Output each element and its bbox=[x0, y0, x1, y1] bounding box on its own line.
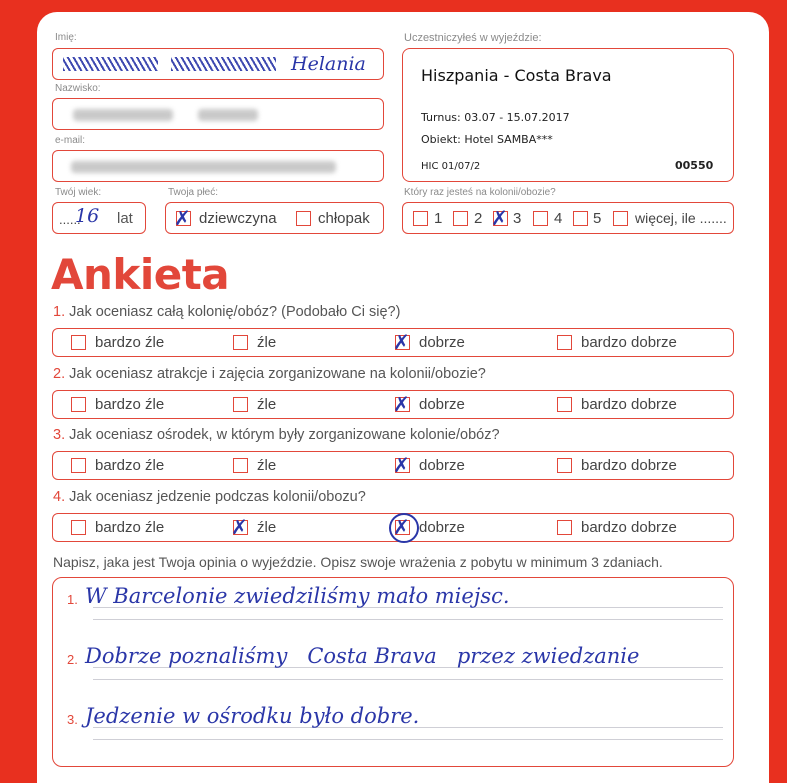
answer-label: bardzo dobrze bbox=[581, 334, 677, 351]
answer-checkbox[interactable] bbox=[71, 335, 86, 350]
answer-checkbox[interactable] bbox=[393, 515, 410, 539]
times-option-4: 4 bbox=[554, 210, 563, 227]
gender-option-girl: dziewczyna bbox=[199, 210, 277, 227]
trip-code: HIC 01/07/2 bbox=[421, 161, 481, 172]
answer-checkbox[interactable] bbox=[557, 397, 572, 412]
checkmark-x-icon: ✗ bbox=[393, 453, 410, 477]
opinion-text: Jedzenie w ośrodku było dobre. bbox=[85, 704, 420, 728]
ruled-line bbox=[93, 739, 723, 740]
answer-checkbox[interactable] bbox=[393, 392, 410, 416]
answer-checkbox[interactable] bbox=[233, 458, 248, 473]
answer-label: źle bbox=[257, 396, 277, 413]
age-label: Twój wiek: bbox=[55, 187, 102, 198]
answer-checkbox[interactable] bbox=[71, 397, 86, 412]
participant-label: Uczestniczyłeś w wyjeździe: bbox=[404, 32, 542, 44]
question-number: 2. bbox=[53, 366, 66, 382]
question-1 bbox=[53, 304, 400, 320]
opinion-number: 2. bbox=[67, 652, 78, 667]
opinion-number: 3. bbox=[67, 712, 78, 727]
question-3-answers bbox=[52, 451, 734, 480]
which-time-field bbox=[402, 202, 734, 234]
trip-title: Hiszpania - Costa Brava bbox=[421, 66, 612, 85]
answer-label: bardzo źle bbox=[95, 457, 165, 474]
answer-checkbox[interactable] bbox=[557, 458, 572, 473]
survey-sheet bbox=[37, 12, 769, 783]
opinion-prompt: Napisz, jaka jest Twoja opinia o wyjeździe. Opisz swoje wrażenia z pobytu w minimum 3 zdaniach. bbox=[53, 554, 663, 570]
trip-turnus: Turnus: 03.07 - 15.07.2017 bbox=[421, 111, 570, 124]
times-option-1: 1 bbox=[434, 210, 443, 227]
question-text: Jak oceniasz atrakcje i zajęcia zorganizowane na kolonii/obozie? bbox=[69, 366, 486, 382]
opinion-box[interactable] bbox=[52, 577, 734, 767]
opinion-number: 1. bbox=[67, 592, 78, 607]
answer-checkbox[interactable] bbox=[231, 515, 248, 539]
answer-checkbox[interactable] bbox=[233, 397, 248, 412]
question-2 bbox=[53, 366, 486, 382]
ruled-line bbox=[93, 679, 723, 680]
answer-label: dobrze bbox=[419, 334, 465, 351]
gender-option-boy: chłopak bbox=[318, 210, 370, 227]
age-suffix: lat bbox=[117, 210, 133, 227]
age-field[interactable] bbox=[52, 202, 146, 234]
trip-info-box bbox=[402, 48, 734, 182]
checkmark-x-icon: ✗ bbox=[393, 392, 410, 416]
answer-label: źle bbox=[257, 334, 277, 351]
answer-checkbox[interactable] bbox=[393, 453, 410, 477]
redacted-name-scribble bbox=[63, 57, 158, 71]
answer-label: dobrze bbox=[419, 396, 465, 413]
gender-field bbox=[165, 202, 384, 234]
answer-checkbox[interactable] bbox=[71, 520, 86, 535]
checkmark-x-icon: ✗ bbox=[393, 515, 410, 539]
which-time-label: Który raz jesteś na kolonii/obozie? bbox=[404, 187, 556, 198]
answer-checkbox[interactable] bbox=[393, 330, 410, 354]
trip-obiekt: Obiekt: Hotel SAMBA*** bbox=[421, 133, 553, 146]
name-field[interactable] bbox=[52, 48, 384, 80]
question-4-answers bbox=[52, 513, 734, 542]
times-checkbox-more[interactable] bbox=[613, 211, 628, 226]
question-number: 4. bbox=[53, 489, 66, 505]
answer-label: bardzo źle bbox=[95, 519, 165, 536]
answer-checkbox[interactable] bbox=[557, 520, 572, 535]
answer-label: bardzo dobrze bbox=[581, 519, 677, 536]
opinion-text: W Barcelonie zwiedziliśmy mało miejsc. bbox=[85, 584, 510, 608]
question-number: 3. bbox=[53, 427, 66, 443]
name-label: Imię: bbox=[55, 32, 77, 43]
question-text: Jak oceniasz ośrodek, w którym były zorganizowane kolonie/obóz? bbox=[69, 427, 500, 443]
email-label: e-mail: bbox=[55, 135, 86, 146]
times-checkbox-5[interactable] bbox=[573, 211, 588, 226]
question-2-answers bbox=[52, 390, 734, 419]
checkmark-x-icon: ✗ bbox=[491, 206, 508, 230]
answer-label: bardzo źle bbox=[95, 334, 165, 351]
answer-checkbox[interactable] bbox=[557, 335, 572, 350]
answer-label: dobrze bbox=[419, 457, 465, 474]
answer-label: bardzo źle bbox=[95, 396, 165, 413]
question-3 bbox=[53, 427, 500, 443]
survey-title: Ankieta bbox=[51, 250, 230, 299]
question-number: 1. bbox=[53, 304, 66, 320]
gender-checkbox-girl[interactable] bbox=[174, 206, 191, 230]
redacted-surname bbox=[198, 109, 258, 121]
times-option-2: 2 bbox=[474, 210, 483, 227]
surname-label: Nazwisko: bbox=[55, 83, 101, 94]
name-value: Helania bbox=[291, 53, 366, 75]
times-checkbox-4[interactable] bbox=[533, 211, 548, 226]
times-checkbox-1[interactable] bbox=[413, 211, 428, 226]
checkmark-x-icon: ✗ bbox=[231, 515, 248, 539]
answer-label: bardzo dobrze bbox=[581, 396, 677, 413]
redacted-name-scribble bbox=[171, 57, 276, 71]
answer-label: bardzo dobrze bbox=[581, 457, 677, 474]
question-1-answers bbox=[52, 328, 734, 357]
times-option-more: więcej, ile ....... bbox=[635, 210, 727, 226]
redacted-surname bbox=[73, 109, 173, 121]
times-checkbox-2[interactable] bbox=[453, 211, 468, 226]
redacted-email bbox=[71, 161, 336, 173]
circled-mark-icon bbox=[389, 513, 419, 543]
checkmark-x-icon: ✗ bbox=[174, 206, 191, 230]
age-value: 16 bbox=[75, 205, 100, 227]
email-field[interactable] bbox=[52, 150, 384, 182]
checkmark-x-icon: ✗ bbox=[393, 330, 410, 354]
surname-field[interactable] bbox=[52, 98, 384, 130]
times-option-3: 3 bbox=[513, 210, 522, 227]
trip-number: 00550 bbox=[675, 159, 714, 172]
times-checkbox-3[interactable] bbox=[491, 206, 508, 230]
ruled-line bbox=[93, 619, 723, 620]
answer-label: dobrze bbox=[419, 519, 465, 536]
answer-checkbox[interactable] bbox=[71, 458, 86, 473]
question-text: Jak oceniasz całą kolonię/obóz? (Podobało Ci się?) bbox=[69, 304, 401, 320]
gender-checkbox-boy[interactable] bbox=[296, 211, 311, 226]
opinion-text: Dobrze poznaliśmy Costa Brava przez zwiedzanie bbox=[85, 644, 640, 668]
question-text: Jak oceniasz jedzenie podczas kolonii/obozu? bbox=[69, 489, 366, 505]
times-option-5: 5 bbox=[593, 210, 602, 227]
gender-label: Twoja płeć: bbox=[168, 187, 219, 198]
age-prefix: ...... bbox=[59, 212, 81, 227]
question-4 bbox=[53, 489, 366, 505]
answer-label: źle bbox=[257, 519, 277, 536]
answer-label: źle bbox=[257, 457, 277, 474]
answer-checkbox[interactable] bbox=[233, 335, 248, 350]
